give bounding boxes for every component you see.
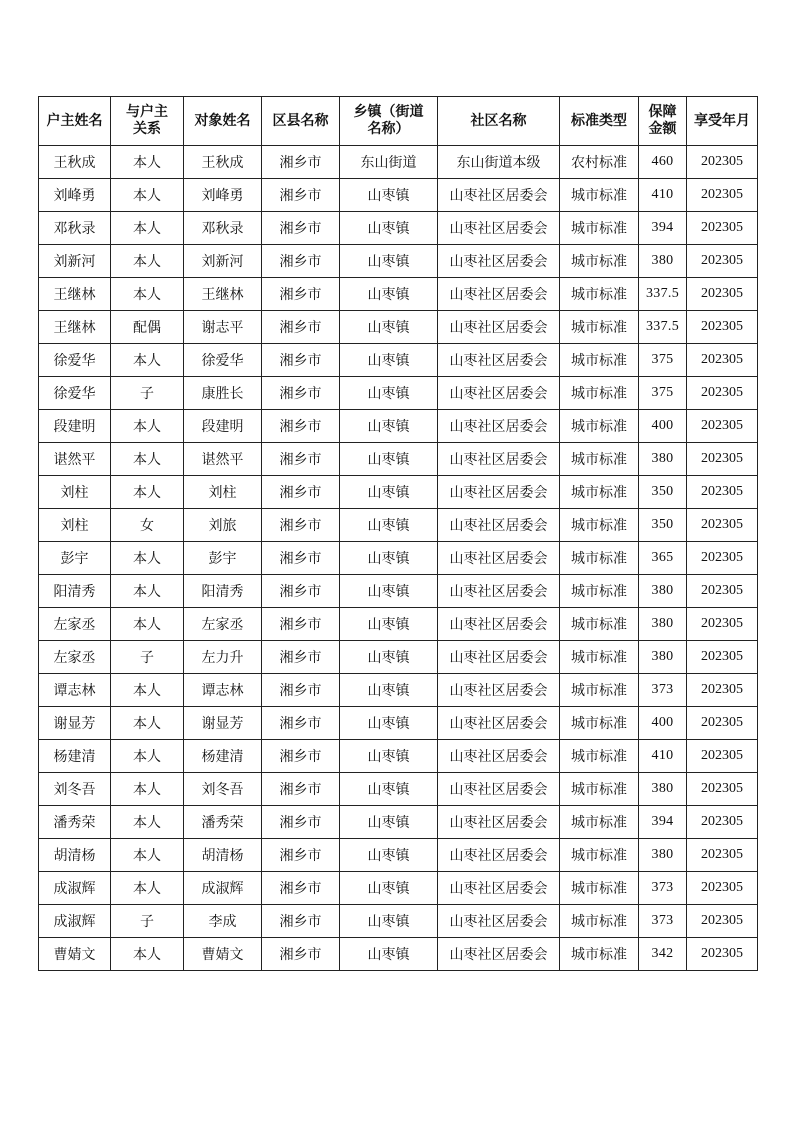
cell-person-name: 刘冬吾 [184,773,262,806]
cell-amount: 337.5 [639,311,687,344]
cell-person-name: 杨建清 [184,740,262,773]
cell-town: 山枣镇 [340,806,438,839]
cell-county: 湘乡市 [262,806,340,839]
cell-standard-type: 城市标准 [560,179,639,212]
cell-county: 湘乡市 [262,905,340,938]
cell-community: 山枣社区居委会 [438,509,560,542]
cell-community: 山枣社区居委会 [438,674,560,707]
cell-county: 湘乡市 [262,938,340,971]
cell-community: 山枣社区居委会 [438,179,560,212]
cell-standard-type: 城市标准 [560,278,639,311]
cell-person-name: 邓秋录 [184,212,262,245]
cell-standard-type: 城市标准 [560,641,639,674]
table-body [39,146,758,971]
cell-period: 202305 [687,641,758,674]
table-row [39,905,758,938]
cell-standard-type: 城市标准 [560,740,639,773]
cell-relation: 本人 [111,740,184,773]
cell-period: 202305 [687,542,758,575]
cell-relation: 子 [111,905,184,938]
cell-person-name: 刘旅 [184,509,262,542]
table-row [39,278,758,311]
cell-period: 202305 [687,938,758,971]
cell-county: 湘乡市 [262,839,340,872]
cell-county: 湘乡市 [262,344,340,377]
cell-owner-name: 胡清杨 [39,839,111,872]
cell-standard-type: 城市标准 [560,806,639,839]
cell-owner-name: 邓秋录 [39,212,111,245]
cell-person-name: 成淑辉 [184,872,262,905]
cell-amount: 380 [639,641,687,674]
header-period: 享受年月 [687,97,758,146]
header-amount-line2: 金额 [648,121,677,137]
cell-relation: 子 [111,377,184,410]
cell-standard-type: 城市标准 [560,542,639,575]
cell-county: 湘乡市 [262,641,340,674]
cell-standard-type: 城市标准 [560,245,639,278]
cell-amount: 410 [639,740,687,773]
cell-relation: 本人 [111,542,184,575]
cell-county: 湘乡市 [262,245,340,278]
cell-owner-name: 刘新河 [39,245,111,278]
header-person-name: 对象姓名 [184,97,262,146]
cell-owner-name: 成淑辉 [39,905,111,938]
cell-person-name: 李成 [184,905,262,938]
cell-county: 湘乡市 [262,443,340,476]
cell-county: 湘乡市 [262,575,340,608]
cell-standard-type: 城市标准 [560,839,639,872]
cell-community: 山枣社区居委会 [438,443,560,476]
cell-person-name: 谭志林 [184,674,262,707]
header-town-line1: 乡镇（街道 [353,104,424,120]
header-row [39,97,758,146]
cell-owner-name: 刘柱 [39,509,111,542]
cell-owner-name: 谌然平 [39,443,111,476]
table-row [39,674,758,707]
cell-period: 202305 [687,278,758,311]
cell-person-name: 谢志平 [184,311,262,344]
cell-standard-type: 城市标准 [560,344,639,377]
cell-community: 山枣社区居委会 [438,608,560,641]
table-row [39,476,758,509]
cell-town: 山枣镇 [340,542,438,575]
cell-period: 202305 [687,740,758,773]
cell-amount: 373 [639,872,687,905]
cell-owner-name: 王秋成 [39,146,111,179]
cell-community: 山枣社区居委会 [438,311,560,344]
cell-period: 202305 [687,872,758,905]
cell-county: 湘乡市 [262,509,340,542]
cell-county: 湘乡市 [262,476,340,509]
cell-period: 202305 [687,146,758,179]
cell-community: 山枣社区居委会 [438,806,560,839]
cell-period: 202305 [687,410,758,443]
cell-relation: 本人 [111,806,184,839]
cell-relation: 本人 [111,212,184,245]
cell-town: 山枣镇 [340,608,438,641]
cell-town: 山枣镇 [340,476,438,509]
cell-amount: 365 [639,542,687,575]
cell-town: 山枣镇 [340,872,438,905]
cell-amount: 342 [639,938,687,971]
header-amount-line1: 保障 [648,104,677,120]
cell-standard-type: 农村标准 [560,146,639,179]
cell-period: 202305 [687,773,758,806]
cell-owner-name: 潘秀荣 [39,806,111,839]
cell-person-name: 王秋成 [184,146,262,179]
cell-standard-type: 城市标准 [560,443,639,476]
cell-owner-name: 刘峰勇 [39,179,111,212]
cell-town: 山枣镇 [340,245,438,278]
cell-relation: 本人 [111,278,184,311]
table-row [39,410,758,443]
cell-county: 湘乡市 [262,410,340,443]
table-row [39,509,758,542]
cell-period: 202305 [687,179,758,212]
cell-standard-type: 城市标准 [560,608,639,641]
cell-period: 202305 [687,806,758,839]
cell-town: 山枣镇 [340,674,438,707]
header-community: 社区名称 [438,97,560,146]
cell-relation: 本人 [111,872,184,905]
cell-county: 湘乡市 [262,377,340,410]
cell-county: 湘乡市 [262,674,340,707]
cell-owner-name: 刘柱 [39,476,111,509]
assistance-table [38,96,758,971]
cell-relation: 本人 [111,608,184,641]
cell-person-name: 康胜长 [184,377,262,410]
cell-owner-name: 彭宇 [39,542,111,575]
cell-community: 山枣社区居委会 [438,707,560,740]
cell-period: 202305 [687,839,758,872]
cell-standard-type: 城市标准 [560,377,639,410]
cell-person-name: 左力升 [184,641,262,674]
table-row [39,806,758,839]
cell-amount: 375 [639,377,687,410]
cell-relation: 配偶 [111,311,184,344]
cell-owner-name: 谢显芳 [39,707,111,740]
cell-owner-name: 王继林 [39,311,111,344]
cell-relation: 本人 [111,410,184,443]
cell-standard-type: 城市标准 [560,311,639,344]
cell-period: 202305 [687,575,758,608]
cell-relation: 本人 [111,575,184,608]
header-relation-line1: 与户主 [126,104,168,120]
cell-person-name: 刘新河 [184,245,262,278]
cell-town: 山枣镇 [340,443,438,476]
cell-community: 山枣社区居委会 [438,575,560,608]
cell-town: 山枣镇 [340,938,438,971]
cell-owner-name: 左家丞 [39,641,111,674]
table-row [39,641,758,674]
cell-community: 山枣社区居委会 [438,245,560,278]
table-row [39,773,758,806]
cell-community: 山枣社区居委会 [438,938,560,971]
cell-amount: 400 [639,707,687,740]
cell-relation: 本人 [111,773,184,806]
cell-amount: 394 [639,212,687,245]
cell-period: 202305 [687,707,758,740]
header-county: 区县名称 [262,97,340,146]
cell-town: 山枣镇 [340,377,438,410]
cell-town: 山枣镇 [340,509,438,542]
cell-community: 山枣社区居委会 [438,641,560,674]
cell-standard-type: 城市标准 [560,476,639,509]
cell-amount: 410 [639,179,687,212]
cell-relation: 本人 [111,707,184,740]
cell-community: 山枣社区居委会 [438,773,560,806]
cell-amount: 380 [639,245,687,278]
cell-standard-type: 城市标准 [560,872,639,905]
cell-community: 东山街道本级 [438,146,560,179]
cell-period: 202305 [687,476,758,509]
table-row [39,344,758,377]
cell-amount: 394 [639,806,687,839]
cell-county: 湘乡市 [262,872,340,905]
table-row [39,311,758,344]
cell-town: 山枣镇 [340,212,438,245]
table-row [39,377,758,410]
cell-period: 202305 [687,674,758,707]
cell-relation: 本人 [111,674,184,707]
cell-community: 山枣社区居委会 [438,839,560,872]
cell-county: 湘乡市 [262,212,340,245]
cell-standard-type: 城市标准 [560,674,639,707]
cell-period: 202305 [687,905,758,938]
cell-community: 山枣社区居委会 [438,476,560,509]
cell-town: 山枣镇 [340,278,438,311]
table-row [39,443,758,476]
cell-relation: 女 [111,509,184,542]
cell-person-name: 阳清秀 [184,575,262,608]
cell-owner-name: 徐爱华 [39,344,111,377]
cell-community: 山枣社区居委会 [438,377,560,410]
cell-relation: 本人 [111,179,184,212]
table-row [39,212,758,245]
table-row [39,146,758,179]
cell-amount: 380 [639,839,687,872]
cell-person-name: 徐爱华 [184,344,262,377]
cell-owner-name: 成淑辉 [39,872,111,905]
cell-period: 202305 [687,608,758,641]
cell-county: 湘乡市 [262,278,340,311]
cell-standard-type: 城市标准 [560,410,639,443]
cell-amount: 400 [639,410,687,443]
cell-amount: 380 [639,773,687,806]
cell-town: 山枣镇 [340,311,438,344]
cell-owner-name: 阳清秀 [39,575,111,608]
table-row [39,839,758,872]
cell-town: 山枣镇 [340,839,438,872]
cell-person-name: 谢显芳 [184,707,262,740]
cell-relation: 本人 [111,839,184,872]
cell-relation: 本人 [111,476,184,509]
cell-town: 山枣镇 [340,773,438,806]
cell-person-name: 曹婧文 [184,938,262,971]
cell-county: 湘乡市 [262,146,340,179]
cell-community: 山枣社区居委会 [438,905,560,938]
cell-owner-name: 王继林 [39,278,111,311]
cell-person-name: 彭宇 [184,542,262,575]
header-owner-name: 户主姓名 [39,97,111,146]
cell-period: 202305 [687,212,758,245]
cell-relation: 本人 [111,146,184,179]
header-relation-line2: 关系 [133,121,161,137]
cell-person-name: 左家丞 [184,608,262,641]
table-row [39,707,758,740]
cell-owner-name: 曹婧文 [39,938,111,971]
cell-town: 山枣镇 [340,575,438,608]
cell-county: 湘乡市 [262,179,340,212]
cell-owner-name: 左家丞 [39,608,111,641]
cell-amount: 460 [639,146,687,179]
cell-owner-name: 谭志林 [39,674,111,707]
cell-county: 湘乡市 [262,608,340,641]
cell-person-name: 谌然平 [184,443,262,476]
cell-community: 山枣社区居委会 [438,410,560,443]
table-row [39,938,758,971]
cell-person-name: 段建明 [184,410,262,443]
cell-community: 山枣社区居委会 [438,542,560,575]
cell-period: 202305 [687,377,758,410]
cell-person-name: 胡清杨 [184,839,262,872]
table-row [39,872,758,905]
cell-town: 山枣镇 [340,641,438,674]
cell-relation: 本人 [111,245,184,278]
cell-county: 湘乡市 [262,773,340,806]
cell-amount: 337.5 [639,278,687,311]
cell-owner-name: 徐爱华 [39,377,111,410]
cell-person-name: 王继林 [184,278,262,311]
cell-amount: 350 [639,476,687,509]
cell-amount: 380 [639,443,687,476]
header-relation [111,97,184,146]
cell-county: 湘乡市 [262,542,340,575]
cell-community: 山枣社区居委会 [438,344,560,377]
cell-town: 山枣镇 [340,410,438,443]
header-amount [639,97,687,146]
cell-town: 山枣镇 [340,905,438,938]
table-row [39,542,758,575]
cell-standard-type: 城市标准 [560,212,639,245]
cell-period: 202305 [687,245,758,278]
cell-relation: 子 [111,641,184,674]
cell-amount: 373 [639,674,687,707]
table-row [39,179,758,212]
cell-person-name: 潘秀荣 [184,806,262,839]
cell-town: 山枣镇 [340,740,438,773]
cell-amount: 350 [639,509,687,542]
cell-standard-type: 城市标准 [560,938,639,971]
cell-standard-type: 城市标准 [560,509,639,542]
cell-period: 202305 [687,311,758,344]
cell-owner-name: 杨建清 [39,740,111,773]
cell-county: 湘乡市 [262,707,340,740]
cell-owner-name: 刘冬吾 [39,773,111,806]
cell-community: 山枣社区居委会 [438,740,560,773]
cell-person-name: 刘柱 [184,476,262,509]
cell-standard-type: 城市标准 [560,707,639,740]
cell-period: 202305 [687,443,758,476]
header-town-line2: 名称） [367,121,410,137]
table-row [39,245,758,278]
cell-amount: 373 [639,905,687,938]
cell-county: 湘乡市 [262,311,340,344]
table-row [39,575,758,608]
cell-relation: 本人 [111,344,184,377]
cell-period: 202305 [687,344,758,377]
table-row [39,608,758,641]
cell-period: 202305 [687,509,758,542]
header-town [340,97,438,146]
cell-owner-name: 段建明 [39,410,111,443]
cell-relation: 本人 [111,443,184,476]
cell-standard-type: 城市标准 [560,905,639,938]
cell-county: 湘乡市 [262,740,340,773]
table-header [39,97,758,146]
cell-town: 山枣镇 [340,344,438,377]
cell-person-name: 刘峰勇 [184,179,262,212]
cell-amount: 375 [639,344,687,377]
cell-town: 东山街道 [340,146,438,179]
cell-standard-type: 城市标准 [560,773,639,806]
cell-relation: 本人 [111,938,184,971]
cell-town: 山枣镇 [340,707,438,740]
header-standard-type: 标准类型 [560,97,639,146]
cell-community: 山枣社区居委会 [438,278,560,311]
cell-community: 山枣社区居委会 [438,872,560,905]
cell-standard-type: 城市标准 [560,575,639,608]
cell-amount: 380 [639,608,687,641]
table-row [39,740,758,773]
cell-town: 山枣镇 [340,179,438,212]
cell-amount: 380 [639,575,687,608]
cell-community: 山枣社区居委会 [438,212,560,245]
